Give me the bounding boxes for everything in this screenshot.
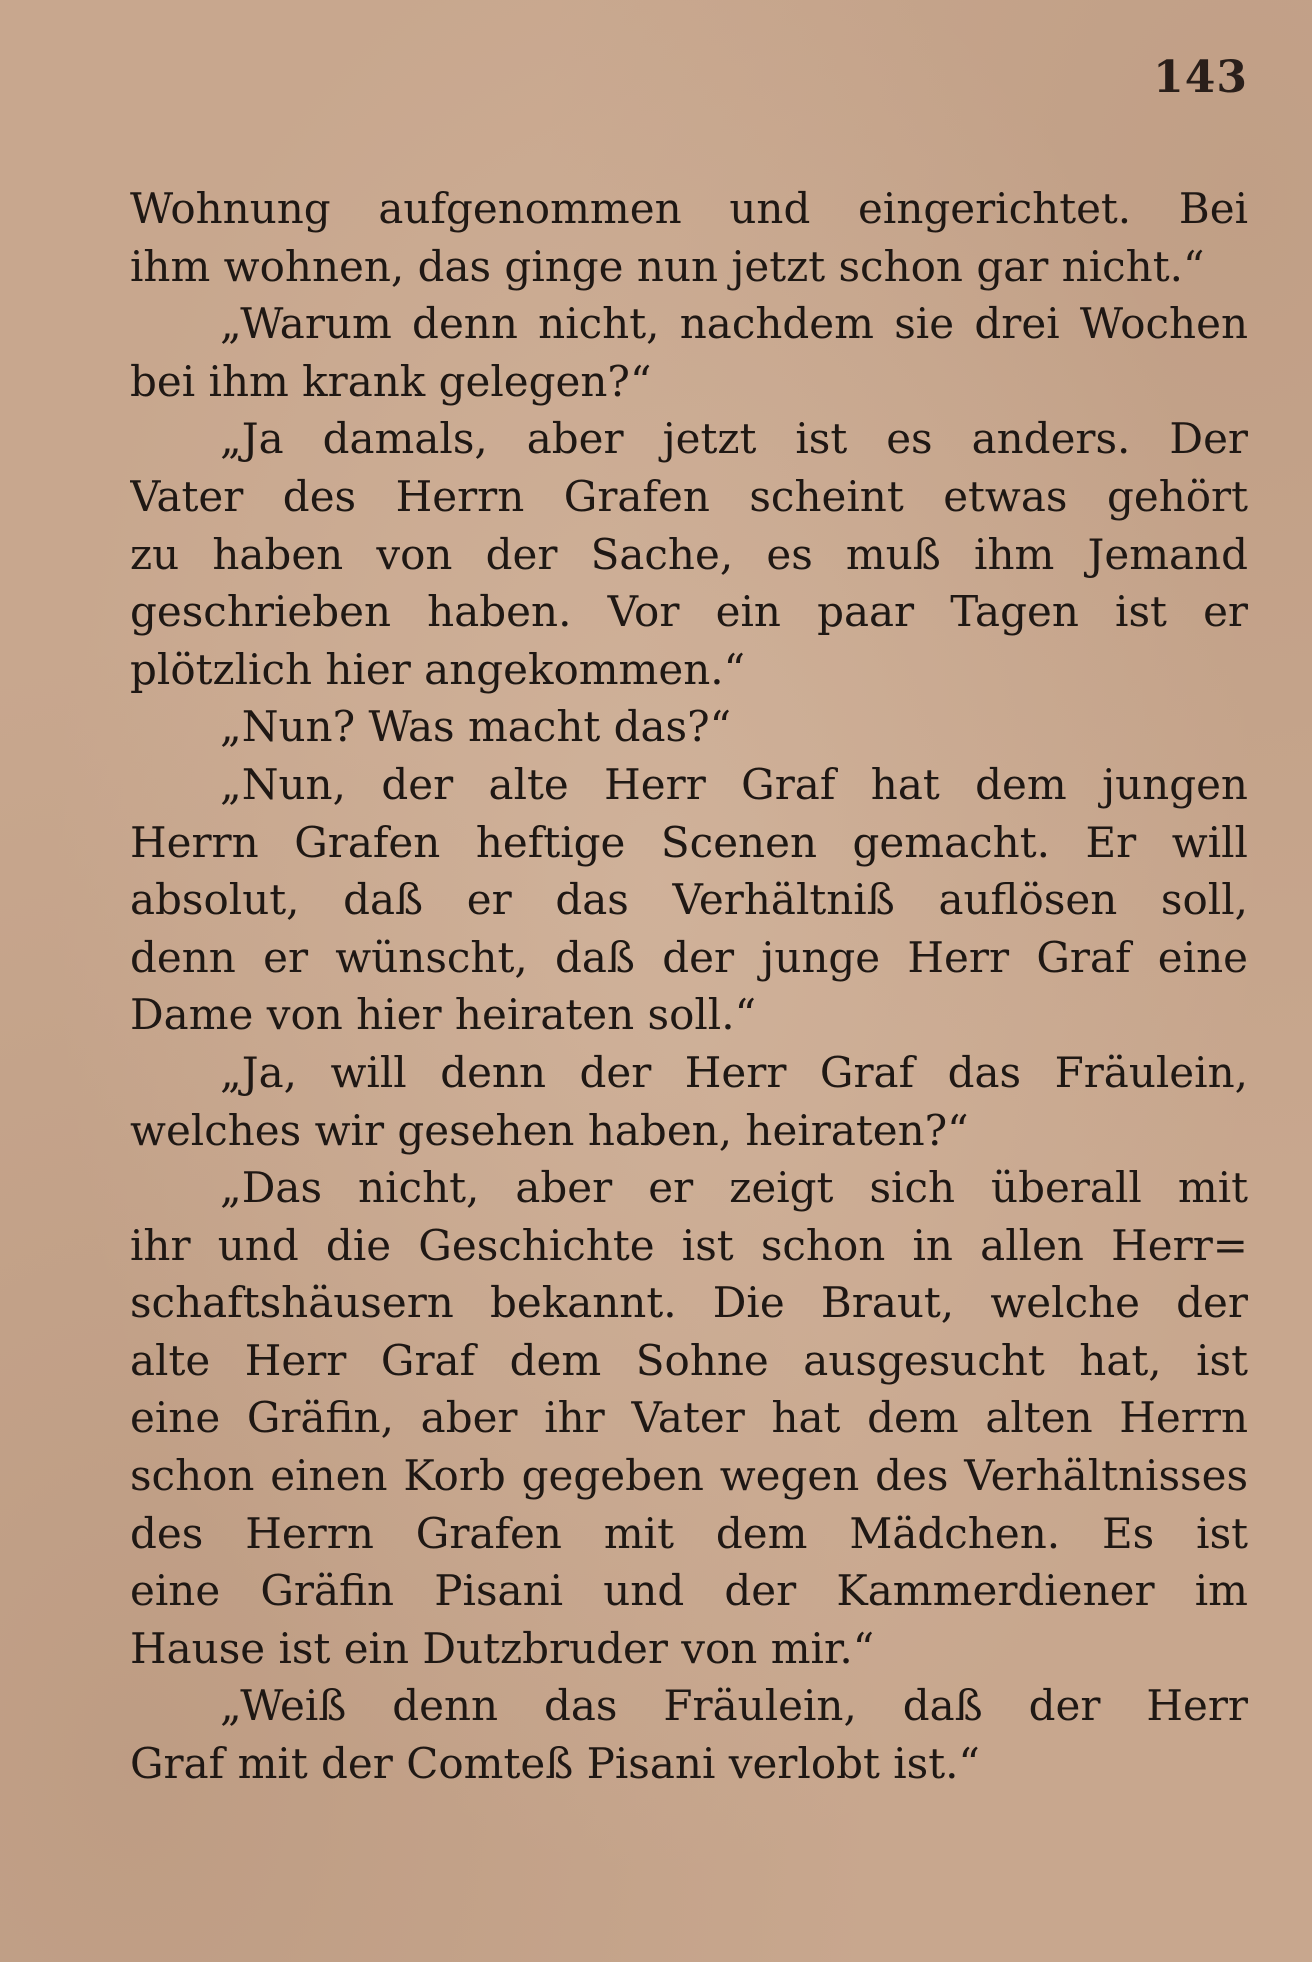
text-line: eine Gräfin, aber ihr Vater hat dem alten Herrn — [130, 1393, 1248, 1443]
text-line: „Ja, will denn der Herr Graf das Fräulein, — [220, 1047, 1248, 1097]
text-line: plötzlich hier angekommen.“ — [130, 644, 746, 694]
text-line: ihm wohnen, das ginge nun jetzt schon gar nicht.“ — [130, 241, 1205, 291]
text-line: Vater des Herrn Grafen scheint etwas gehört — [130, 471, 1248, 521]
text-line: „Weiß denn das Fräulein, daß der Herr — [220, 1681, 1248, 1731]
text-line: „Nun? Was macht das?“ — [220, 702, 732, 752]
page-number: 143 — [1153, 52, 1248, 103]
text-line: „Das nicht, aber er zeigt sich überall mit — [220, 1163, 1248, 1213]
text-line: „Nun, der alte Herr Graf hat dem jungen — [220, 759, 1248, 809]
text-line: Dame von hier heiraten soll.“ — [130, 990, 757, 1040]
text-line: Wohnung aufgenommen und eingerichtet. Bei — [130, 184, 1248, 233]
text-line: Graf mit der Comteß Pisani verlobt ist.“ — [130, 1739, 980, 1789]
text-line: denn er wünscht, daß der junge Herr Graf eine — [130, 932, 1248, 982]
text-line: geschrieben haben. Vor ein paar Tagen ist er — [130, 587, 1248, 637]
text-line: bei ihm krank gelegen?“ — [130, 356, 652, 406]
text-line: alte Herr Graf dem Sohne ausgesucht hat, ist — [130, 1335, 1248, 1385]
text-line: absolut, daß er das Verhältniß auflösen soll, — [130, 875, 1248, 925]
text-line: zu haben von der Sache, es muß ihm Jemand — [130, 529, 1248, 579]
text-line: Hause ist ein Dutzbruder von mir.“ — [130, 1623, 875, 1673]
text-line: „Warum denn nicht, nachdem sie drei Wochen — [220, 299, 1248, 349]
text-line: Herrn Grafen heftige Scenen gemacht. Er will — [130, 817, 1248, 867]
body-text — [130, 180, 1248, 1793]
text-line: des Herrn Grafen mit dem Mädchen. Es ist — [130, 1508, 1248, 1558]
text-line: schaftshäusern bekannt. Die Braut, welche der — [130, 1278, 1248, 1328]
text-line: „Ja damals, aber jetzt ist es anders. Der — [220, 414, 1248, 464]
text-line: eine Gräfin Pisani und der Kammerdiener im — [130, 1566, 1248, 1616]
text-line: welches wir gesehen haben, heiraten?“ — [130, 1105, 969, 1155]
text-line: schon einen Korb gegeben wegen des Verhältnisses — [130, 1451, 1248, 1501]
text-line: ihr und die Geschichte ist schon in allen Herr= — [130, 1220, 1248, 1270]
